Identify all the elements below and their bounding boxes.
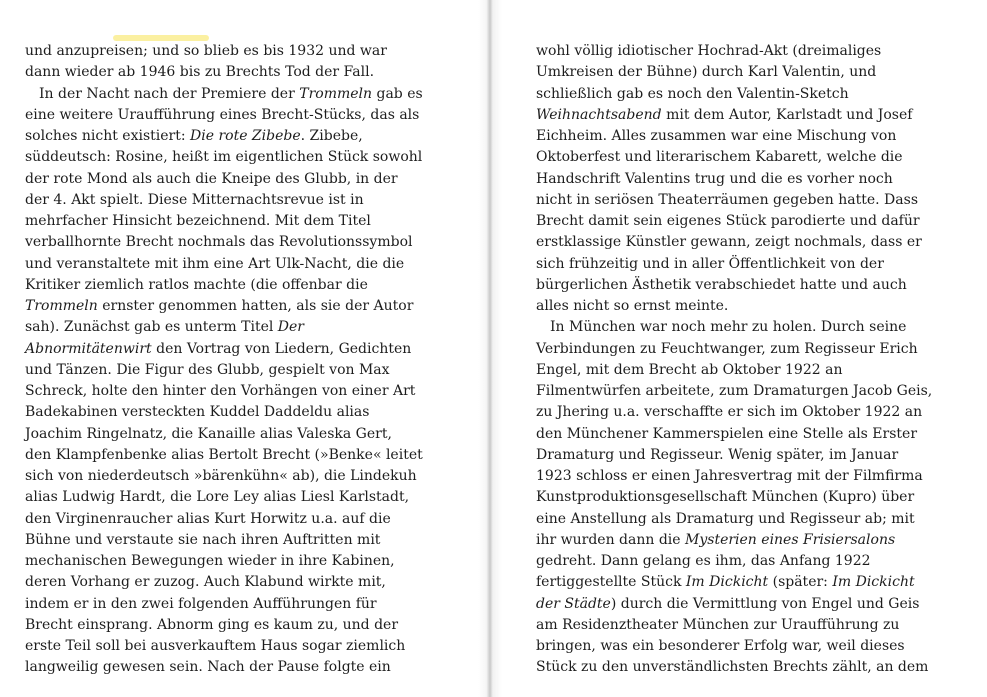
text-line — [536, 296, 932, 317]
text-line — [25, 105, 423, 126]
text-line — [536, 126, 932, 147]
text-segment: In München war noch mehr zu holen. Durch seine — [550, 319, 907, 336]
text-segment: eine Anstellung als Dramaturg und Regisseur ab; mit — [536, 510, 915, 527]
text-segment: bürgerlichen Ästhetik verabschiedet hatte und auch — [536, 276, 907, 293]
text-line — [536, 594, 932, 615]
text-segment: erstklassige Künstler gewann, zeigt nochmals, dass er — [536, 234, 922, 251]
italic-text: Im Dickicht — [832, 574, 915, 591]
text-line — [536, 572, 932, 593]
text-segment: den Klampfenbenke alias Bertolt Brecht (»Benke« leitet — [25, 446, 423, 463]
right-page — [490, 0, 987, 697]
text-line — [536, 84, 932, 105]
text-line — [25, 615, 423, 636]
text-segment: Umkreisen der Bühne) durch Karl Valentin, und — [536, 64, 877, 81]
text-line — [536, 530, 932, 551]
text-segment: sah). Zunächst gab es unterm Titel — [25, 319, 278, 336]
text-segment: eine weitere Uraufführung eines Brecht-Stücks, das als — [25, 106, 420, 123]
text-line — [25, 254, 423, 275]
text-line — [536, 275, 932, 296]
text-segment: Engel, mit dem Brecht ab Oktober 1922 an — [536, 361, 843, 378]
text-line — [25, 594, 423, 615]
text-line — [25, 572, 423, 593]
text-line — [25, 147, 423, 168]
text-line — [25, 424, 423, 445]
right-page-text — [536, 41, 932, 679]
text-segment: der 4. Akt spielt. Diese Mitternachtsrevue ist in — [25, 191, 364, 208]
text-line — [25, 275, 423, 296]
text-line — [25, 317, 423, 338]
text-segment: der rote Mond als auch die Kneipe des Glubb, in der — [25, 170, 398, 187]
text-segment: mechanischen Bewegungen wieder in ihre Kabinen, — [25, 553, 395, 569]
italic-text: Abnormitätenwirt — [25, 340, 152, 357]
text-line — [25, 487, 423, 508]
text-line — [25, 657, 423, 678]
text-line — [536, 551, 932, 572]
text-segment: Kunstproduktionsgesellschaft München (Kupro) über — [536, 489, 915, 506]
text-segment: Oktoberfest und literarischem Kabarett, welche die — [536, 149, 903, 166]
left-page — [0, 0, 487, 697]
text-line — [536, 360, 932, 381]
text-line — [536, 232, 932, 253]
text-segment: gab es — [372, 85, 423, 102]
text-line — [25, 169, 423, 190]
text-segment: (später: — [768, 574, 833, 591]
text-line — [25, 360, 423, 381]
text-segment: indem er in den zwei folgenden Aufführungen für — [25, 595, 377, 612]
text-segment: erste Teil soll bei ausverkauftem Haus sogar ziemlich — [25, 638, 406, 654]
italic-text: Weihnachtsabend — [536, 106, 662, 123]
text-line — [536, 615, 932, 636]
text-segment: . Zibebe, — [300, 128, 363, 144]
text-line — [536, 169, 932, 190]
italic-text: Mysterien eines Frisiersalons — [685, 531, 896, 548]
text-segment: dann wieder ab 1946 bis zu Brechts Tod der Fall. — [25, 64, 375, 81]
text-segment: Handschrift Valentins trug und die es vorher noch — [536, 170, 893, 187]
text-segment: Brecht damit sein eigenes Stück parodierte und dafür — [536, 213, 920, 229]
text-segment: alias Ludwig Hardt, die Lore Ley alias Liesl Karlstadt, — [25, 489, 410, 506]
text-line — [536, 509, 932, 530]
text-segment: Joachim Ringelnatz, die Kanaille alias Valeska Gert, — [25, 425, 392, 442]
text-segment: Filmentwürfen arbeitete, zum Dramaturgen Jacob Geis, — [536, 383, 933, 399]
text-segment: Badekabinen versteckten Kuddel Daddeldu alias — [25, 404, 370, 421]
text-line — [536, 41, 932, 62]
text-line — [25, 211, 423, 232]
text-segment: verballhornte Brecht nochmals das Revolutionssymbol — [25, 234, 413, 251]
text-segment: langweilig gewesen sein. Nach der Pause folgte ein — [25, 659, 391, 676]
text-segment: Dramaturg und Regisseur. Wenig später, im Januar — [536, 446, 899, 463]
text-segment: Kritiker ziemlich ratlos machte (die offenbar die — [25, 276, 368, 293]
text-line — [536, 62, 932, 83]
text-line — [25, 551, 423, 572]
text-segment: sich von niederdeutsch »bärenkühn« ab), die Lindekuh — [25, 468, 417, 484]
text-segment: gedreht. Dann gelang es ihm, das Anfang 1922 — [536, 553, 871, 569]
text-line — [536, 487, 932, 508]
italic-text: der Städte — [536, 595, 611, 612]
text-line — [536, 254, 932, 275]
text-line — [25, 636, 423, 657]
text-segment: wohl völlig idiotischer Hochrad-Akt (dreimaliges — [536, 43, 882, 59]
text-segment: Eichheim. Alles zusammen war eine Mischung von — [536, 128, 897, 144]
text-segment: zu Jhering u.a. verschaffte er sich im Oktober 1922 an — [536, 404, 923, 421]
text-segment: bringen, was ein besonderer Erfolg war, weil dieses — [536, 638, 905, 654]
text-line — [25, 381, 423, 402]
text-line — [536, 381, 932, 402]
text-segment: Bühne und verstaute sie nach ihren Auftritten mit — [25, 531, 381, 548]
text-segment: deren Vorhang er zuzog. Auch Klabund wirkte mit, — [25, 574, 386, 591]
text-segment: und Tänzen. Die Figur des Glubb, gespielt von Max — [25, 361, 390, 378]
italic-text: Die rote Zibebe — [190, 128, 301, 144]
text-segment: fertiggestellte Stück — [536, 574, 686, 591]
text-segment: und anzupreisen; und so blieb es bis 1932 und war — [25, 43, 387, 59]
text-line — [536, 657, 932, 678]
text-segment: süddeutsch: Rosine, heißt im eigentlichen Stück sowohl — [25, 149, 423, 166]
text-segment: ernster genommen hatten, als sie der Autor — [97, 298, 414, 314]
text-line — [25, 41, 423, 62]
text-segment: nicht in seriösen Theaterräumen gegeben hatte. Dass — [536, 191, 918, 208]
text-line — [536, 211, 932, 232]
text-line — [25, 190, 423, 211]
text-line — [25, 466, 423, 487]
text-line — [25, 530, 423, 551]
text-segment: ) durch die Vermittlung von Engel und Geis — [610, 595, 920, 612]
text-line — [536, 424, 932, 445]
italic-text: Der — [277, 319, 304, 336]
text-line — [536, 339, 932, 360]
text-line — [536, 147, 932, 168]
text-segment: Schreck, holte den hinter den Vorhängen von einer Art — [25, 383, 416, 399]
text-line — [536, 317, 932, 338]
italic-text: Trommeln — [299, 85, 373, 102]
text-segment: den Vortrag von Liedern, Gedichten — [151, 340, 412, 357]
text-line — [536, 466, 932, 487]
text-segment: Verbindungen zu Feuchtwanger, zum Regisseur Erich — [536, 340, 918, 357]
text-segment: den Münchener Kammerspielen eine Stelle als Erster — [536, 425, 918, 442]
text-segment: mit dem Autor, Karlstadt und Josef — [661, 106, 913, 123]
text-line — [25, 296, 423, 317]
text-line — [25, 232, 423, 253]
text-segment: mehrfacher Hinsicht bezeichnend. Mit dem Titel — [25, 213, 371, 229]
text-line — [25, 339, 423, 360]
text-segment: In der Nacht nach der Premiere der — [39, 85, 300, 102]
text-segment: schließlich gab es noch den Valentin-Sketch — [536, 85, 849, 102]
book-spine-gutter — [478, 0, 502, 697]
text-line — [25, 509, 423, 530]
text-line — [536, 105, 932, 126]
text-line — [25, 126, 423, 147]
text-line — [536, 190, 932, 211]
text-segment: sich frühzeitig und in aller Öffentlichkeit von der — [536, 255, 884, 272]
text-line — [25, 84, 423, 105]
text-line — [536, 402, 932, 423]
text-segment: solches nicht existiert: — [25, 128, 191, 144]
left-page-text — [25, 41, 423, 679]
text-line — [536, 636, 932, 657]
text-line — [25, 445, 423, 466]
text-segment: Brecht einsprang. Abnorm ging es kaum zu, und der — [25, 616, 399, 633]
text-line — [536, 445, 932, 466]
italic-text: Trommeln — [25, 298, 98, 314]
text-segment: ihr wurden dann die — [536, 531, 686, 548]
text-segment: am Residenztheater München zur Uraufführung zu — [536, 616, 900, 633]
text-line — [25, 62, 423, 83]
text-segment: 1923 schloss er einen Jahresvertrag mit der Filmfirma — [536, 468, 923, 484]
text-segment: den Virginenraucher alias Kurt Horwitz u.a. auf die — [25, 510, 391, 527]
text-line — [25, 402, 423, 423]
text-segment: alles nicht so ernst meinte. — [536, 298, 729, 314]
italic-text: Im Dickicht — [685, 574, 769, 591]
text-segment: Stück zu den unverständlichsten Brechts zählt, an dem — [536, 659, 929, 676]
text-segment: und veranstaltete mit ihm eine Art Ulk-Nacht, die die — [25, 255, 405, 272]
